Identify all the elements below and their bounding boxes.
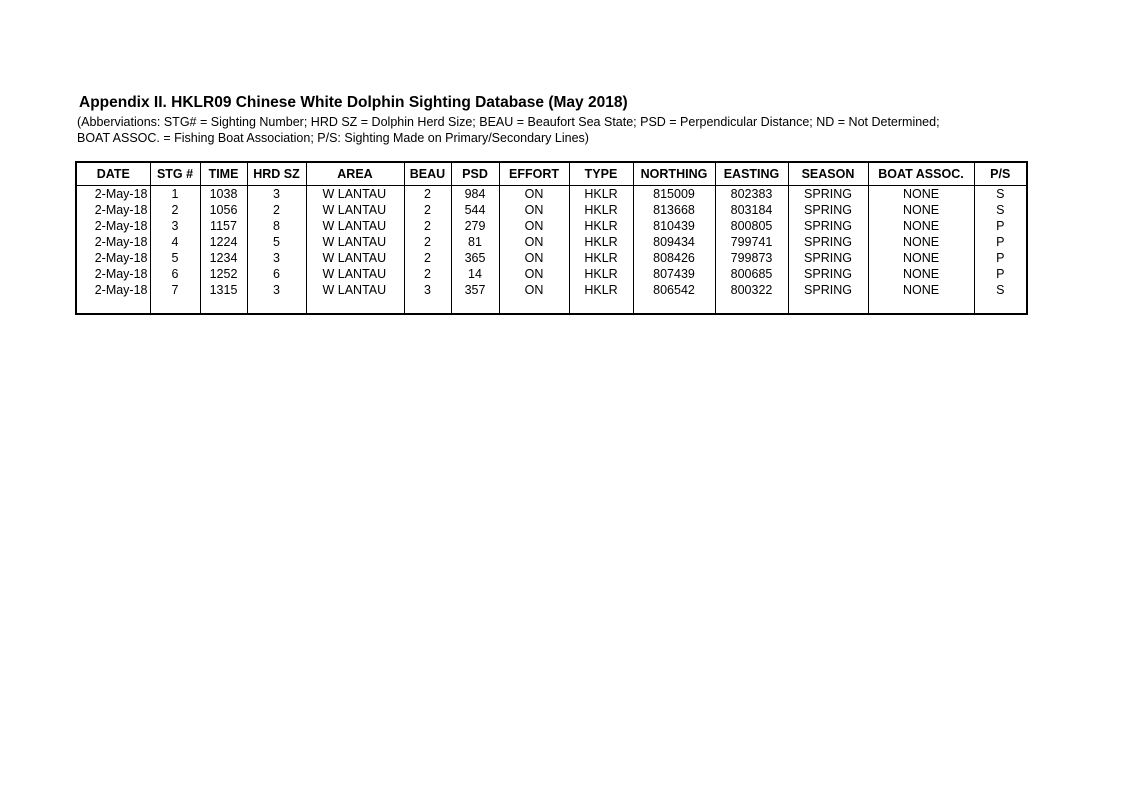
cell-northing: 815009 bbox=[633, 186, 715, 203]
cell-date: 2-May-18 bbox=[94, 251, 148, 265]
cell-effort: ON bbox=[499, 202, 569, 218]
cell-beau: 2 bbox=[404, 186, 451, 203]
cell-northing: 813668 bbox=[633, 202, 715, 218]
cell-hrd-sz: 3 bbox=[247, 250, 306, 266]
cell-boat-assoc: NONE bbox=[868, 218, 974, 234]
cell-time: 1157 bbox=[200, 218, 247, 234]
cell-easting: 799873 bbox=[715, 250, 788, 266]
filler-cell bbox=[247, 298, 306, 313]
cell-northing: 809434 bbox=[633, 234, 715, 250]
filler-cell bbox=[150, 298, 200, 313]
table-row bbox=[77, 250, 1026, 266]
cell-ps: P bbox=[974, 250, 1026, 266]
cell-date: 2-May-18 bbox=[94, 235, 148, 249]
cell-time: 1224 bbox=[200, 234, 247, 250]
column-header-ps: P/S bbox=[974, 163, 1026, 186]
cell-effort: ON bbox=[499, 250, 569, 266]
cell-boat-assoc: NONE bbox=[868, 186, 974, 203]
column-header-beau: BEAU bbox=[404, 163, 451, 186]
cell-time: 1038 bbox=[200, 186, 247, 203]
cell-beau: 2 bbox=[404, 266, 451, 282]
cell-boat-assoc: NONE bbox=[868, 202, 974, 218]
column-header-effort: EFFORT bbox=[499, 163, 569, 186]
filler-cell bbox=[788, 298, 868, 313]
table-row bbox=[77, 234, 1026, 250]
cell-type: HKLR bbox=[569, 234, 633, 250]
cell-ps: P bbox=[974, 218, 1026, 234]
cell-type: HKLR bbox=[569, 282, 633, 298]
cell-ps: S bbox=[974, 282, 1026, 298]
sighting-table bbox=[77, 163, 1026, 313]
filler-cell bbox=[974, 298, 1026, 313]
cell-date: 2-May-18 bbox=[94, 283, 148, 297]
filler-cell bbox=[200, 298, 247, 313]
cell-psd: 279 bbox=[451, 218, 499, 234]
filler-cell bbox=[715, 298, 788, 313]
cell-season: SPRING bbox=[788, 234, 868, 250]
cell-hrd-sz: 6 bbox=[247, 266, 306, 282]
filler-cell bbox=[77, 298, 150, 313]
cell-boat-assoc: NONE bbox=[868, 250, 974, 266]
cell-season: SPRING bbox=[788, 202, 868, 218]
column-header-area: AREA bbox=[306, 163, 404, 186]
cell-hrd-sz: 5 bbox=[247, 234, 306, 250]
cell-season: SPRING bbox=[788, 266, 868, 282]
cell-stg: 1 bbox=[150, 186, 200, 203]
cell-season: SPRING bbox=[788, 186, 868, 203]
cell-stg: 3 bbox=[150, 218, 200, 234]
cell-date: 2-May-18 bbox=[94, 219, 148, 233]
cell-easting: 800805 bbox=[715, 218, 788, 234]
sighting-table-frame bbox=[75, 161, 1028, 315]
cell-date: 2-May-18 bbox=[94, 203, 148, 217]
cell-effort: ON bbox=[499, 282, 569, 298]
cell-season: SPRING bbox=[788, 282, 868, 298]
cell-northing: 810439 bbox=[633, 218, 715, 234]
filler-cell bbox=[404, 298, 451, 313]
cell-area: W LANTAU bbox=[306, 218, 404, 234]
cell-boat-assoc: NONE bbox=[868, 282, 974, 298]
cell-psd: 544 bbox=[451, 202, 499, 218]
column-header-hrd-sz: HRD SZ bbox=[247, 163, 306, 186]
cell-easting: 803184 bbox=[715, 202, 788, 218]
cell-beau: 2 bbox=[404, 202, 451, 218]
cell-date: 2-May-18 bbox=[94, 267, 148, 281]
cell-boat-assoc: NONE bbox=[868, 266, 974, 282]
cell-ps: P bbox=[974, 234, 1026, 250]
cell-type: HKLR bbox=[569, 266, 633, 282]
filler-cell bbox=[868, 298, 974, 313]
column-header-boat-assoc: BOAT ASSOC. bbox=[868, 163, 974, 186]
cell-area: W LANTAU bbox=[306, 266, 404, 282]
cell-easting: 802383 bbox=[715, 186, 788, 203]
cell-time: 1315 bbox=[200, 282, 247, 298]
abbreviations-line-1: (Abberviations: STG# = Sighting Number; HRD SZ = Dolphin Herd Size; BEAU = Beaufort Sea State; PSD = Perpendicular Distance; ND = Not Determined; bbox=[77, 115, 940, 129]
cell-time: 1252 bbox=[200, 266, 247, 282]
cell-beau: 2 bbox=[404, 250, 451, 266]
filler-cell bbox=[569, 298, 633, 313]
cell-hrd-sz: 3 bbox=[247, 282, 306, 298]
table-row bbox=[77, 218, 1026, 234]
column-header-season: SEASON bbox=[788, 163, 868, 186]
cell-stg: 4 bbox=[150, 234, 200, 250]
cell-psd: 984 bbox=[451, 186, 499, 203]
cell-psd: 81 bbox=[451, 234, 499, 250]
cell-time: 1234 bbox=[200, 250, 247, 266]
cell-beau: 2 bbox=[404, 218, 451, 234]
column-header-date: DATE bbox=[77, 163, 150, 186]
cell-northing: 806542 bbox=[633, 282, 715, 298]
cell-season: SPRING bbox=[788, 218, 868, 234]
cell-beau: 2 bbox=[404, 234, 451, 250]
column-header-stg: STG # bbox=[150, 163, 200, 186]
cell-type: HKLR bbox=[569, 218, 633, 234]
cell-season: SPRING bbox=[788, 250, 868, 266]
column-header-northing: NORTHING bbox=[633, 163, 715, 186]
cell-ps: P bbox=[974, 266, 1026, 282]
cell-type: HKLR bbox=[569, 250, 633, 266]
cell-area: W LANTAU bbox=[306, 186, 404, 203]
cell-ps: S bbox=[974, 186, 1026, 203]
abbreviations-line-2: BOAT ASSOC. = Fishing Boat Association; P/S: Sighting Made on Primary/Secondary Lines) bbox=[77, 131, 589, 145]
cell-easting: 800322 bbox=[715, 282, 788, 298]
table-row bbox=[77, 186, 1026, 203]
cell-hrd-sz: 2 bbox=[247, 202, 306, 218]
cell-ps: S bbox=[974, 202, 1026, 218]
cell-boat-assoc: NONE bbox=[868, 234, 974, 250]
table-row bbox=[77, 282, 1026, 298]
table-header-row bbox=[77, 163, 1026, 186]
column-header-psd: PSD bbox=[451, 163, 499, 186]
cell-psd: 14 bbox=[451, 266, 499, 282]
cell-area: W LANTAU bbox=[306, 282, 404, 298]
table-row bbox=[77, 266, 1026, 282]
cell-easting: 800685 bbox=[715, 266, 788, 282]
cell-psd: 365 bbox=[451, 250, 499, 266]
cell-effort: ON bbox=[499, 234, 569, 250]
cell-area: W LANTAU bbox=[306, 202, 404, 218]
cell-type: HKLR bbox=[569, 186, 633, 203]
column-header-type: TYPE bbox=[569, 163, 633, 186]
filler-cell bbox=[499, 298, 569, 313]
filler-cell bbox=[306, 298, 404, 313]
cell-easting: 799741 bbox=[715, 234, 788, 250]
cell-stg: 7 bbox=[150, 282, 200, 298]
page-title: Appendix II. HKLR09 Chinese White Dolphin Sighting Database (May 2018) bbox=[79, 94, 628, 111]
cell-psd: 357 bbox=[451, 282, 499, 298]
filler-cell bbox=[451, 298, 499, 313]
cell-stg: 6 bbox=[150, 266, 200, 282]
cell-northing: 808426 bbox=[633, 250, 715, 266]
table-row bbox=[77, 202, 1026, 218]
cell-hrd-sz: 3 bbox=[247, 186, 306, 203]
cell-stg: 2 bbox=[150, 202, 200, 218]
cell-area: W LANTAU bbox=[306, 250, 404, 266]
cell-beau: 3 bbox=[404, 282, 451, 298]
column-header-time: TIME bbox=[200, 163, 247, 186]
cell-date: 2-May-18 bbox=[94, 187, 148, 201]
cell-effort: ON bbox=[499, 266, 569, 282]
cell-effort: ON bbox=[499, 218, 569, 234]
cell-stg: 5 bbox=[150, 250, 200, 266]
cell-northing: 807439 bbox=[633, 266, 715, 282]
filler-cell bbox=[633, 298, 715, 313]
table-filler-row bbox=[77, 298, 1026, 313]
column-header-easting: EASTING bbox=[715, 163, 788, 186]
cell-hrd-sz: 8 bbox=[247, 218, 306, 234]
cell-type: HKLR bbox=[569, 202, 633, 218]
cell-effort: ON bbox=[499, 186, 569, 203]
cell-time: 1056 bbox=[200, 202, 247, 218]
cell-area: W LANTAU bbox=[306, 234, 404, 250]
